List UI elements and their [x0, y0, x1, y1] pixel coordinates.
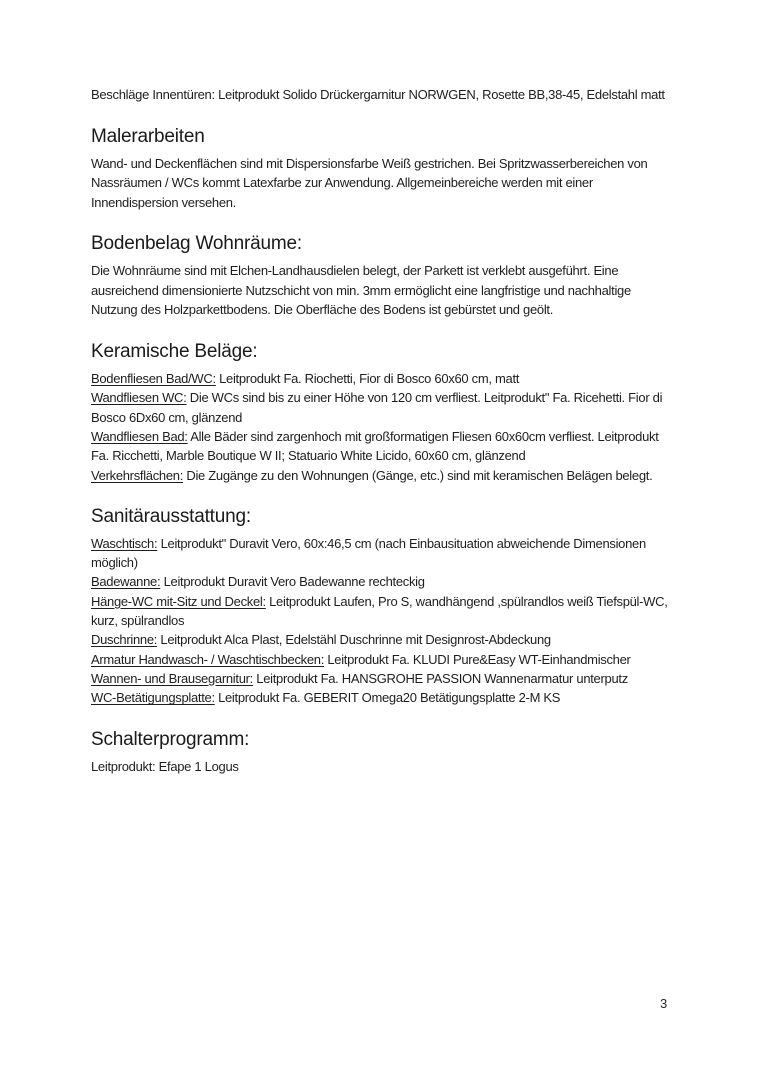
- spec-text: Leitprodukt Fa. HANSGROHE PASSION Wannenarmatur unterputz: [252, 670, 628, 686]
- body-paragraph: Die Wohnräume sind mit Elchen-Landhausdielen belegt, der Parkett ist verklebt ausgeführt. Eine ausreichend dimensionierte Nutzschicht von min. 3mm ermöglicht eine langfristige und nachhaltige Nutzung des Holzparkettbodens. Die Oberfläche des Bodens ist gebürstet und geölt.: [91, 263, 631, 318]
- spec-label: Waschtisch:: [91, 535, 158, 551]
- spec-text: Leitprodukt Alca Plast, Edelstähl Duschrinne mit Designrost-Abdeckung: [157, 632, 551, 648]
- section-heading: Bodenbelag Wohnräume:: [91, 233, 302, 255]
- section-heading: Malerarbeiten: [91, 125, 205, 147]
- body-paragraph: Leitprodukt: Efape 1 Logus: [91, 758, 239, 774]
- spec-label: Verkehrsflächen:: [91, 467, 184, 483]
- spec-item: [91, 650, 677, 669]
- spec-item: [91, 427, 677, 466]
- spec-text: Leitprodukt Fa. KLUDI Pure&Easy WT-Einhandmischer: [324, 651, 631, 667]
- spec-text: Die WCs sind bis zu einer Höhe von 120 cm verfliest. Leitprodukt" Fa. Ricehetti. Fior di Bosco 6Dx60 cm, glänzend: [91, 390, 663, 425]
- spec-label: Hänge-WC mit-Sitz und Deckel:: [91, 593, 266, 609]
- spec-text: Alle Bäder sind zargenhoch mit großformatigen Fliesen 60x60cm verfliest. Leitprodukt Fa. Ricchetti, Marble Boutique W II; Statuario White Licido, 60x60 cm, glänzend: [91, 428, 659, 464]
- spec-label: Wannen- und Brausegarnitur:: [91, 670, 253, 686]
- spec-text: Leitprodukt" Duravit Vero, 60x:46,5 cm (nach Einbausituation abweichende Dimensionen möglich): [91, 535, 646, 571]
- page-number: 3: [660, 996, 668, 1011]
- spec-item: [91, 369, 677, 388]
- spec-label: Wandfliesen WC:: [91, 390, 187, 406]
- spec-item: [91, 572, 677, 591]
- spec-item: [91, 534, 677, 573]
- spec-label: Wandfliesen Bad:: [91, 428, 188, 444]
- spec-text: Leitprodukt Fa. GEBERIT Omega20 Betätigungsplatte 2-M KS: [214, 690, 561, 706]
- spec-label: Armatur Handwasch- / Waschtischbecken:: [91, 651, 325, 667]
- spec-label: WC-Betätigungsplatte:: [91, 690, 215, 706]
- section-sanitaerausstattung: [91, 506, 677, 708]
- spec-label: Duschrinne:: [91, 632, 158, 648]
- spec-item: [91, 630, 677, 649]
- spec-text: Leitprodukt Laufen, Pro S, wandhängend ,spülrandlos weiß Tiefspül-WC, kurz, spülrandlos: [91, 593, 668, 629]
- spec-item: [91, 669, 677, 688]
- spec-text: Die Zugänge zu den Wohnungen (Gänge, etc.) sind mit keramischen Belägen belegt.: [183, 467, 653, 483]
- spec-item: [91, 688, 677, 707]
- spec-label: Bodenfliesen Bad/WC:: [91, 371, 216, 387]
- spec-label: Badewanne:: [91, 574, 161, 590]
- section-heading: Sanitärausstattung:: [91, 505, 251, 527]
- section-keramische-belaege: [91, 341, 677, 485]
- intro-line: Beschläge Innentüren: Leitprodukt Solido Drückergarnitur NORWGEN, Rosette BB,38-45, Edelstahl matt: [91, 87, 665, 102]
- spec-item: [91, 466, 677, 485]
- section-bodenbelag-wohnraeume: [91, 233, 677, 320]
- spec-item: [91, 388, 677, 427]
- section-heading: Schalterprogramm:: [91, 728, 250, 750]
- body-paragraph: Wand- und Deckenflächen sind mit Dispersionsfarbe Weiß gestrichen. Bei Spritzwasserbereichen von Nassräumen / WCs kommt Latexfarbe zur Anwendung. Allgemeinbereiche werden mit einer Innendispersion versehen.: [91, 155, 648, 210]
- spec-text: Leitprodukt Duravit Vero Badewanne rechteckig: [160, 574, 425, 590]
- section-schalterprogramm: [91, 729, 677, 777]
- section-malerarbeiten: [91, 126, 677, 213]
- spec-text: Leitprodukt Fa. Riochetti, Fior di Bosco 60x60 cm, matt: [215, 371, 520, 387]
- spec-item: [91, 592, 677, 631]
- section-heading: Keramische Beläge:: [91, 341, 258, 363]
- document-content: [91, 85, 677, 776]
